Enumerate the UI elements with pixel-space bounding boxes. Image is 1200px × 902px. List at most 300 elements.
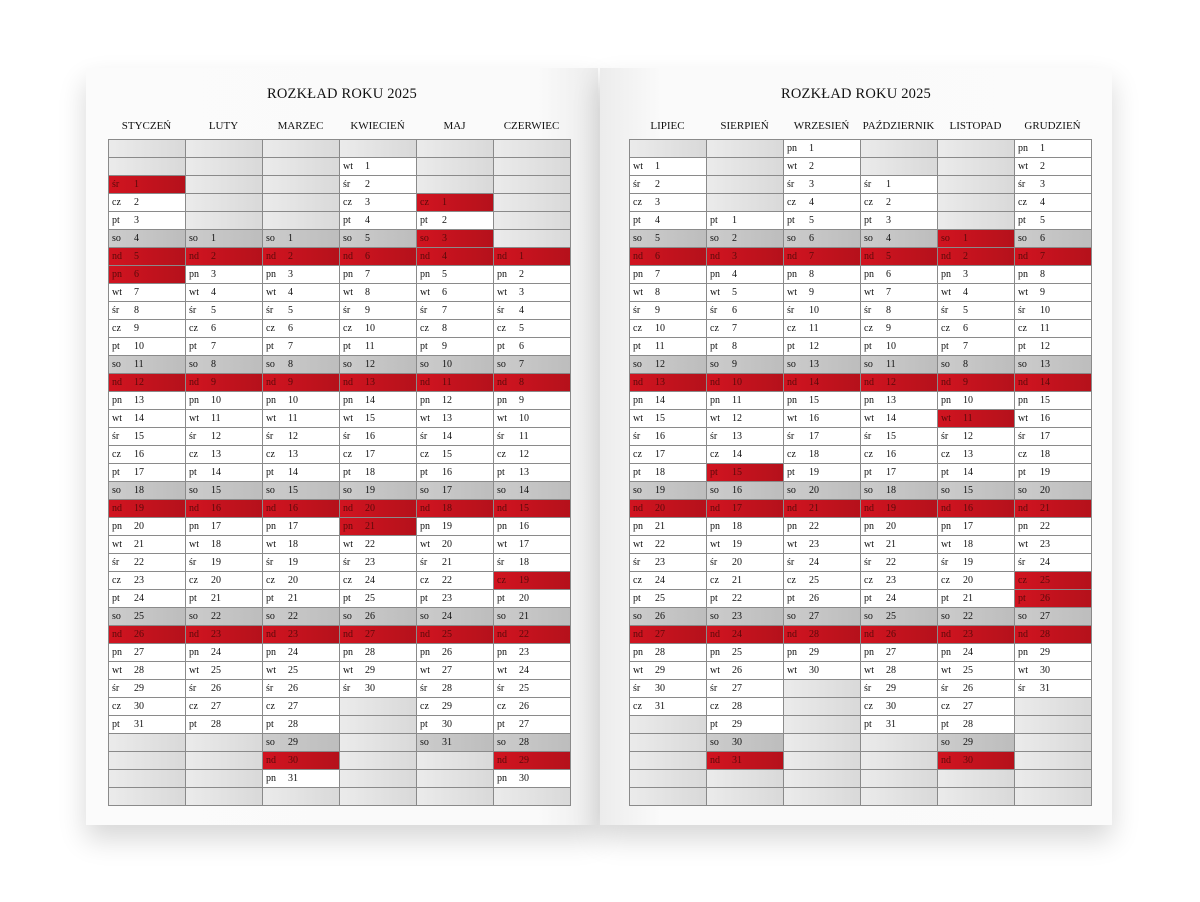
day-cell bbox=[340, 446, 416, 464]
day-cell bbox=[186, 518, 262, 536]
day-number: 4 bbox=[1040, 197, 1045, 208]
day-cell bbox=[1015, 230, 1091, 248]
day-cell bbox=[784, 572, 860, 590]
day-cell bbox=[1015, 302, 1091, 320]
day-cell bbox=[186, 392, 262, 410]
day-number: 1 bbox=[732, 215, 737, 226]
day-cell bbox=[186, 410, 262, 428]
day-abbr: śr bbox=[497, 683, 505, 694]
day-abbr: śr bbox=[941, 431, 949, 442]
day-abbr: so bbox=[112, 359, 121, 370]
empty-cell bbox=[494, 194, 570, 212]
day-cell bbox=[263, 626, 339, 644]
day-number: 10 bbox=[288, 395, 298, 406]
day-number: 30 bbox=[732, 737, 742, 748]
day-number: 5 bbox=[288, 305, 293, 316]
day-number: 19 bbox=[365, 485, 375, 496]
day-abbr: nd bbox=[343, 503, 353, 514]
day-cell bbox=[186, 554, 262, 572]
day-cell bbox=[340, 626, 416, 644]
day-abbr: nd bbox=[633, 251, 643, 262]
day-cell bbox=[1015, 572, 1091, 590]
day-number: 23 bbox=[655, 557, 665, 568]
day-abbr: nd bbox=[420, 629, 430, 640]
day-number: 22 bbox=[886, 557, 896, 568]
day-cell bbox=[417, 680, 493, 698]
day-number: 11 bbox=[134, 359, 144, 370]
day-abbr: cz bbox=[633, 449, 642, 460]
empty-cell bbox=[417, 788, 493, 806]
day-cell bbox=[1015, 158, 1091, 176]
day-number: 12 bbox=[1040, 341, 1050, 352]
day-number: 25 bbox=[886, 611, 896, 622]
day-number: 4 bbox=[211, 287, 216, 298]
day-abbr: cz bbox=[497, 701, 506, 712]
empty-cell bbox=[1015, 734, 1091, 752]
day-abbr: nd bbox=[497, 755, 507, 766]
empty-cell bbox=[109, 770, 185, 788]
day-cell bbox=[938, 302, 1014, 320]
day-cell bbox=[861, 680, 937, 698]
day-abbr: śr bbox=[343, 683, 351, 694]
month-column bbox=[938, 139, 1015, 806]
day-cell bbox=[938, 392, 1014, 410]
day-cell bbox=[263, 536, 339, 554]
day-number: 26 bbox=[365, 611, 375, 622]
day-number: 14 bbox=[886, 413, 896, 424]
day-number: 9 bbox=[1040, 287, 1045, 298]
day-abbr: cz bbox=[864, 701, 873, 712]
day-abbr: wt bbox=[189, 665, 199, 676]
day-number: 18 bbox=[442, 503, 452, 514]
day-cell bbox=[861, 194, 937, 212]
day-number: 7 bbox=[519, 359, 524, 370]
day-number: 30 bbox=[519, 773, 529, 784]
day-cell bbox=[707, 500, 783, 518]
day-number: 14 bbox=[1040, 377, 1050, 388]
day-cell bbox=[263, 734, 339, 752]
day-abbr: wt bbox=[189, 413, 199, 424]
day-number: 16 bbox=[1040, 413, 1050, 424]
empty-cell bbox=[186, 158, 262, 176]
day-number: 27 bbox=[809, 611, 819, 622]
day-number: 19 bbox=[442, 521, 452, 532]
day-number: 31 bbox=[886, 719, 896, 730]
day-abbr: pt bbox=[112, 593, 120, 604]
day-cell bbox=[784, 392, 860, 410]
day-number: 28 bbox=[288, 719, 298, 730]
day-cell bbox=[417, 248, 493, 266]
day-abbr: pn bbox=[941, 269, 951, 280]
day-abbr: pn bbox=[189, 521, 199, 532]
day-number: 24 bbox=[1040, 557, 1050, 568]
day-number: 2 bbox=[134, 197, 139, 208]
day-abbr: nd bbox=[1018, 377, 1028, 388]
day-cell bbox=[784, 662, 860, 680]
day-cell bbox=[630, 644, 706, 662]
day-abbr: nd bbox=[941, 755, 951, 766]
month-header: CZERWIEC bbox=[503, 120, 560, 132]
day-number: 25 bbox=[134, 611, 144, 622]
day-cell bbox=[938, 248, 1014, 266]
empty-cell bbox=[784, 770, 860, 788]
day-number: 8 bbox=[886, 305, 891, 316]
day-abbr: pt bbox=[864, 719, 872, 730]
day-abbr: pn bbox=[1018, 269, 1028, 280]
day-number: 28 bbox=[655, 647, 665, 658]
day-cell bbox=[784, 536, 860, 554]
day-cell bbox=[938, 500, 1014, 518]
day-cell bbox=[186, 572, 262, 590]
day-number: 1 bbox=[809, 143, 814, 154]
day-number: 15 bbox=[886, 431, 896, 442]
day-number: 16 bbox=[963, 503, 973, 514]
day-abbr: pn bbox=[343, 395, 353, 406]
day-abbr: so bbox=[787, 611, 796, 622]
day-abbr: śr bbox=[710, 683, 718, 694]
day-cell bbox=[263, 770, 339, 788]
day-number: 28 bbox=[963, 719, 973, 730]
day-abbr: so bbox=[266, 737, 275, 748]
day-number: 13 bbox=[442, 413, 452, 424]
day-number: 31 bbox=[442, 737, 452, 748]
day-cell bbox=[707, 716, 783, 734]
empty-cell bbox=[263, 176, 339, 194]
day-number: 23 bbox=[963, 629, 973, 640]
day-abbr: nd bbox=[633, 503, 643, 514]
day-number: 9 bbox=[809, 287, 814, 298]
day-number: 9 bbox=[655, 305, 660, 316]
day-cell bbox=[784, 410, 860, 428]
day-cell bbox=[109, 464, 185, 482]
day-cell bbox=[630, 572, 706, 590]
empty-cell bbox=[109, 788, 185, 806]
empty-cell bbox=[707, 194, 783, 212]
day-number: 21 bbox=[886, 539, 896, 550]
day-abbr: nd bbox=[633, 377, 643, 388]
day-abbr: so bbox=[420, 737, 429, 748]
day-abbr: so bbox=[1018, 233, 1027, 244]
day-number: 1 bbox=[365, 161, 370, 172]
day-cell bbox=[417, 554, 493, 572]
day-number: 27 bbox=[655, 629, 665, 640]
day-abbr: pt bbox=[864, 341, 872, 352]
day-abbr: nd bbox=[941, 503, 951, 514]
day-number: 22 bbox=[1040, 521, 1050, 532]
day-number: 23 bbox=[442, 593, 452, 604]
day-abbr: wt bbox=[710, 413, 720, 424]
empty-cell bbox=[494, 212, 570, 230]
day-abbr: pn bbox=[1018, 395, 1028, 406]
day-abbr: nd bbox=[420, 503, 430, 514]
day-abbr: cz bbox=[1018, 575, 1027, 586]
day-cell bbox=[340, 176, 416, 194]
day-cell bbox=[784, 140, 860, 158]
day-cell bbox=[186, 464, 262, 482]
day-abbr: nd bbox=[420, 251, 430, 262]
day-cell bbox=[784, 230, 860, 248]
day-cell bbox=[1015, 482, 1091, 500]
empty-cell bbox=[494, 158, 570, 176]
day-abbr: so bbox=[112, 233, 121, 244]
day-number: 18 bbox=[365, 467, 375, 478]
day-number: 28 bbox=[365, 647, 375, 658]
day-cell bbox=[494, 338, 570, 356]
day-cell bbox=[707, 212, 783, 230]
day-number: 31 bbox=[655, 701, 665, 712]
day-cell bbox=[707, 230, 783, 248]
day-cell bbox=[263, 320, 339, 338]
day-cell bbox=[1015, 176, 1091, 194]
day-number: 12 bbox=[365, 359, 375, 370]
day-cell bbox=[494, 464, 570, 482]
day-number: 16 bbox=[655, 431, 665, 442]
day-cell bbox=[494, 608, 570, 626]
day-number: 22 bbox=[365, 539, 375, 550]
day-number: 30 bbox=[963, 755, 973, 766]
day-cell bbox=[938, 752, 1014, 770]
day-number: 10 bbox=[1040, 305, 1050, 316]
day-abbr: nd bbox=[343, 629, 353, 640]
day-abbr: nd bbox=[787, 503, 797, 514]
day-number: 22 bbox=[655, 539, 665, 550]
day-abbr: wt bbox=[343, 539, 353, 550]
day-cell bbox=[861, 518, 937, 536]
day-number: 2 bbox=[365, 179, 370, 190]
day-number: 8 bbox=[442, 323, 447, 334]
day-number: 8 bbox=[211, 359, 216, 370]
month-column bbox=[263, 139, 340, 806]
day-cell bbox=[186, 266, 262, 284]
day-number: 10 bbox=[519, 413, 529, 424]
day-cell bbox=[861, 176, 937, 194]
day-cell bbox=[861, 482, 937, 500]
day-abbr: so bbox=[420, 233, 429, 244]
day-abbr: cz bbox=[864, 449, 873, 460]
day-abbr: wt bbox=[1018, 413, 1028, 424]
day-abbr: cz bbox=[864, 323, 873, 334]
day-abbr: nd bbox=[710, 503, 720, 514]
day-cell bbox=[630, 302, 706, 320]
day-number: 20 bbox=[365, 503, 375, 514]
day-abbr: cz bbox=[710, 449, 719, 460]
day-number: 16 bbox=[442, 467, 452, 478]
day-cell bbox=[938, 572, 1014, 590]
day-cell bbox=[263, 392, 339, 410]
page-title: ROZKŁAD ROKU 2025 bbox=[266, 86, 417, 102]
day-number: 25 bbox=[288, 665, 298, 676]
day-number: 20 bbox=[1040, 485, 1050, 496]
day-number: 5 bbox=[442, 269, 447, 280]
day-cell bbox=[417, 518, 493, 536]
day-abbr: wt bbox=[941, 413, 951, 424]
day-cell bbox=[109, 554, 185, 572]
day-number: 26 bbox=[211, 683, 221, 694]
empty-cell bbox=[861, 752, 937, 770]
day-abbr: pn bbox=[941, 647, 951, 658]
day-abbr: nd bbox=[710, 755, 720, 766]
day-number: 18 bbox=[963, 539, 973, 550]
day-abbr: śr bbox=[1018, 683, 1026, 694]
day-cell bbox=[186, 230, 262, 248]
day-number: 10 bbox=[442, 359, 452, 370]
day-number: 3 bbox=[963, 269, 968, 280]
day-cell bbox=[861, 536, 937, 554]
day-abbr: nd bbox=[941, 377, 951, 388]
day-abbr: śr bbox=[941, 305, 949, 316]
day-cell bbox=[630, 680, 706, 698]
day-abbr: pn bbox=[420, 395, 430, 406]
day-abbr: wt bbox=[112, 539, 122, 550]
day-number: 4 bbox=[963, 287, 968, 298]
day-cell bbox=[1015, 464, 1091, 482]
day-cell bbox=[109, 446, 185, 464]
day-cell bbox=[938, 554, 1014, 572]
day-number: 10 bbox=[134, 341, 144, 352]
day-number: 11 bbox=[886, 359, 896, 370]
day-number: 18 bbox=[134, 485, 144, 496]
day-abbr: nd bbox=[787, 251, 797, 262]
day-cell bbox=[186, 446, 262, 464]
day-cell bbox=[417, 698, 493, 716]
day-cell bbox=[630, 194, 706, 212]
day-abbr: wt bbox=[864, 287, 874, 298]
day-cell bbox=[861, 212, 937, 230]
day-cell bbox=[861, 716, 937, 734]
day-cell bbox=[109, 518, 185, 536]
day-cell bbox=[186, 698, 262, 716]
day-abbr: cz bbox=[497, 575, 506, 586]
empty-cell bbox=[707, 176, 783, 194]
day-number: 31 bbox=[288, 773, 298, 784]
month-header: MAJ bbox=[443, 120, 466, 132]
day-cell bbox=[707, 428, 783, 446]
day-abbr: śr bbox=[343, 557, 351, 568]
day-number: 3 bbox=[211, 269, 216, 280]
day-number: 6 bbox=[886, 269, 891, 280]
day-abbr: wt bbox=[864, 413, 874, 424]
day-number: 11 bbox=[732, 395, 742, 406]
month-column bbox=[186, 139, 263, 806]
day-abbr: nd bbox=[497, 503, 507, 514]
day-abbr: wt bbox=[864, 539, 874, 550]
day-number: 30 bbox=[809, 665, 819, 676]
day-cell bbox=[417, 212, 493, 230]
day-number: 19 bbox=[655, 485, 665, 496]
day-abbr: cz bbox=[420, 197, 429, 208]
day-number: 26 bbox=[732, 665, 742, 676]
day-cell bbox=[861, 410, 937, 428]
day-cell bbox=[186, 680, 262, 698]
day-abbr: wt bbox=[633, 287, 643, 298]
day-number: 2 bbox=[288, 251, 293, 262]
day-number: 9 bbox=[963, 377, 968, 388]
day-abbr: so bbox=[710, 611, 719, 622]
day-cell bbox=[861, 284, 937, 302]
day-number: 29 bbox=[886, 683, 896, 694]
day-number: 28 bbox=[442, 683, 452, 694]
day-cell bbox=[109, 428, 185, 446]
day-number: 7 bbox=[963, 341, 968, 352]
day-number: 15 bbox=[963, 485, 973, 496]
day-abbr: so bbox=[497, 611, 506, 622]
day-number: 3 bbox=[134, 215, 139, 226]
day-number: 19 bbox=[1040, 467, 1050, 478]
empty-cell bbox=[186, 752, 262, 770]
day-abbr: pt bbox=[941, 593, 949, 604]
day-abbr: pn bbox=[710, 521, 720, 532]
day-number: 22 bbox=[809, 521, 819, 532]
empty-cell bbox=[938, 194, 1014, 212]
day-cell bbox=[263, 608, 339, 626]
day-number: 27 bbox=[886, 647, 896, 658]
day-number: 7 bbox=[365, 269, 370, 280]
day-abbr: cz bbox=[266, 701, 275, 712]
day-cell bbox=[707, 374, 783, 392]
day-cell bbox=[707, 518, 783, 536]
month-column bbox=[630, 139, 707, 806]
day-cell bbox=[109, 284, 185, 302]
day-number: 27 bbox=[442, 665, 452, 676]
day-abbr: cz bbox=[420, 701, 429, 712]
day-abbr: pn bbox=[710, 269, 720, 280]
day-cell bbox=[263, 230, 339, 248]
day-cell bbox=[707, 482, 783, 500]
day-abbr: nd bbox=[189, 251, 199, 262]
day-abbr: cz bbox=[343, 197, 352, 208]
day-cell bbox=[1015, 500, 1091, 518]
day-abbr: cz bbox=[497, 323, 506, 334]
day-cell bbox=[938, 266, 1014, 284]
day-number: 9 bbox=[886, 323, 891, 334]
empty-cell bbox=[861, 734, 937, 752]
day-cell bbox=[938, 590, 1014, 608]
empty-cell bbox=[263, 212, 339, 230]
day-cell bbox=[417, 194, 493, 212]
day-number: 15 bbox=[519, 503, 529, 514]
day-number: 6 bbox=[134, 269, 139, 280]
day-cell bbox=[861, 302, 937, 320]
day-number: 12 bbox=[886, 377, 896, 388]
day-cell bbox=[417, 356, 493, 374]
day-cell bbox=[707, 662, 783, 680]
day-cell bbox=[109, 212, 185, 230]
day-abbr: pt bbox=[497, 719, 505, 730]
month-headers bbox=[108, 120, 570, 136]
day-number: 12 bbox=[211, 431, 221, 442]
day-cell bbox=[630, 464, 706, 482]
empty-cell bbox=[938, 176, 1014, 194]
day-abbr: wt bbox=[787, 539, 797, 550]
day-cell bbox=[707, 284, 783, 302]
day-cell bbox=[630, 374, 706, 392]
day-cell bbox=[784, 500, 860, 518]
day-number: 31 bbox=[134, 719, 144, 730]
day-abbr: śr bbox=[497, 305, 505, 316]
day-cell bbox=[340, 464, 416, 482]
day-number: 1 bbox=[442, 197, 447, 208]
day-cell bbox=[1015, 374, 1091, 392]
day-abbr: pt bbox=[787, 215, 795, 226]
empty-cell bbox=[1015, 698, 1091, 716]
day-number: 19 bbox=[963, 557, 973, 568]
day-cell bbox=[263, 266, 339, 284]
day-abbr: śr bbox=[189, 683, 197, 694]
day-cell bbox=[417, 446, 493, 464]
day-abbr: so bbox=[189, 611, 198, 622]
day-abbr: wt bbox=[633, 539, 643, 550]
day-cell bbox=[494, 482, 570, 500]
